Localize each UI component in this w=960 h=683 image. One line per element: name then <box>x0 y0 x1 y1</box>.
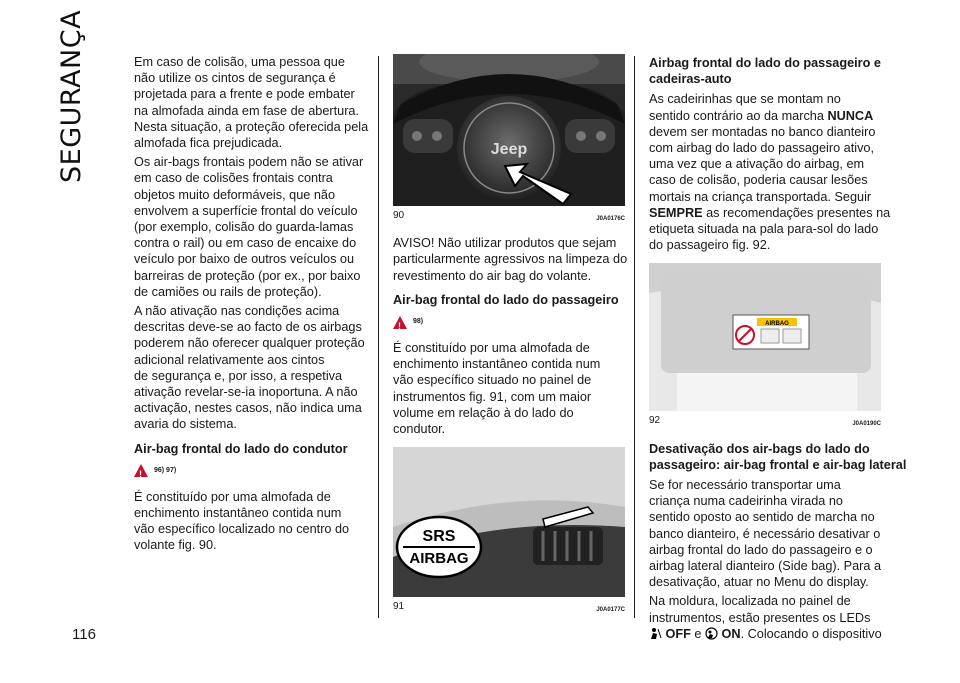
paragraph-collision: Em caso de colisão, uma pessoa que não utilize os cintos de segurança é projetada para a frente e pode embater na almofada ainda em fase de abertura. Nesta situação, a proteção oferecida pela almofada fica prejudicada. <box>134 55 369 151</box>
figure-92 <box>649 263 881 432</box>
warning-refs <box>393 312 625 332</box>
airbag-on-icon <box>705 627 718 640</box>
figure-caption <box>393 208 625 227</box>
paragraph-leds: Na moldura, localizada no painel de instrumentos, estão presentes os LEDs OFF e ON. Colocando o dispositivo <box>649 594 882 641</box>
column-divider <box>634 56 635 618</box>
figure-caption <box>649 413 881 432</box>
figure-90 <box>393 54 625 227</box>
figure-number: 91 <box>393 601 405 613</box>
column-divider <box>378 56 379 618</box>
figure-number: 90 <box>393 210 405 221</box>
paragraph-frontal-airbags: Os air-bags frontais podem não se ativar em caso de colisões frontais contra objetos muito deformáveis, que não envolvem a superfície frontal do veículo (por exemplo, colisão do guarda-lamas contra o rail) ou em caso de encaixe do veículo por baixo de outros veículos ou barreiras de proteção (por ex., por baixo de camiões ou rails de proteção). <box>134 155 364 299</box>
paragraph-deactivation: Se for necessário transportar uma criança numa cadeirinha virada no sentido oposto ao sentido de marcha no banco dianteiro, é necessário desativar o airbag frontal do lado do passageiro e o airbag lateral dianteiro (Side bag). Para a desativação, atuar no Menu do display. <box>649 478 882 590</box>
figure-code: J0A0190C <box>852 421 881 428</box>
airbag-off-icon <box>649 627 662 640</box>
figure-caption <box>393 599 625 618</box>
page-number: 116 <box>72 626 96 643</box>
heading-driver-airbag: Air-bag frontal do lado do condutor <box>134 441 348 456</box>
figure-code: J0A0177C <box>596 607 625 614</box>
column-3 <box>649 55 907 645</box>
note-references: 98) <box>413 317 424 325</box>
srs-label: SRS <box>422 528 456 546</box>
column-1 <box>134 54 369 557</box>
paragraph-child-seats: As cadeirinhas que se montam no sentido contrário ao da marcha NUNCA devem ser montadas no banco dianteiro com airbag do lado do passageiro ativo, uma vez que a ativação do airbag, em caso de colisão, poderia causar lesões mortais na criança transportada. Seguir SEMPRE as recomendações presentes na etiqueta situada na pala para-sol do lado do passageiro fig. 92. <box>649 92 891 253</box>
airbag-sticker-label: AIRBAG <box>765 321 789 328</box>
warning-triangle-icon <box>393 316 407 329</box>
sun-visor-image <box>649 263 881 411</box>
column-2 <box>393 54 628 618</box>
figure-number: 92 <box>649 415 661 427</box>
warning-triangle-icon <box>134 464 148 477</box>
warning-refs <box>134 461 366 481</box>
section-title: SEGURANÇA <box>56 9 87 183</box>
figure-91 <box>393 447 625 618</box>
paragraph-warning-cleaning: AVISO! Não utilizar produtos que sejam particularmente agressivos na limpeza do revestimento do air bag do volante. <box>393 236 628 283</box>
paragraph-passenger-airbag: É constituído por uma almofada de enchimento instantâneo contida num vão específico situado no painel de instrumentos fig. 91, com um maior volume em relação à do lado do condutor. <box>393 341 601 437</box>
jeep-logo: Jeep <box>490 141 528 158</box>
paragraph-non-activation: A não ativação nas condições acima descritas deve-se ao facto de os airbags poderem não oferecer qualquer proteção adicional relativamente aos cintos de segurança e, por isso, a respetiva ativação revelar-se-ia inoportuna. A não activação, nestes casos, não indica uma avaria do sistema. <box>134 304 365 432</box>
airbag-label: AIRBAG <box>409 550 469 568</box>
heading-deactivation: Desativação dos air-bags do lado do passageiro: air-bag frontal e air-bag lateral <box>649 441 907 472</box>
steering-wheel-image <box>393 54 625 206</box>
heading-child-seats: Airbag frontal do lado do passageiro e cadeiras-auto <box>649 56 881 87</box>
dashboard-image <box>393 447 625 597</box>
note-references: 96) 97) <box>154 466 177 474</box>
figure-code: J0A0176C <box>596 216 625 222</box>
heading-passenger-airbag: Air-bag frontal do lado do passageiro <box>393 292 619 307</box>
paragraph-driver-airbag: É constituído por uma almofada de enchimento instantâneo contida num vão específico localizado no centro do volante fig. 90. <box>134 489 350 553</box>
